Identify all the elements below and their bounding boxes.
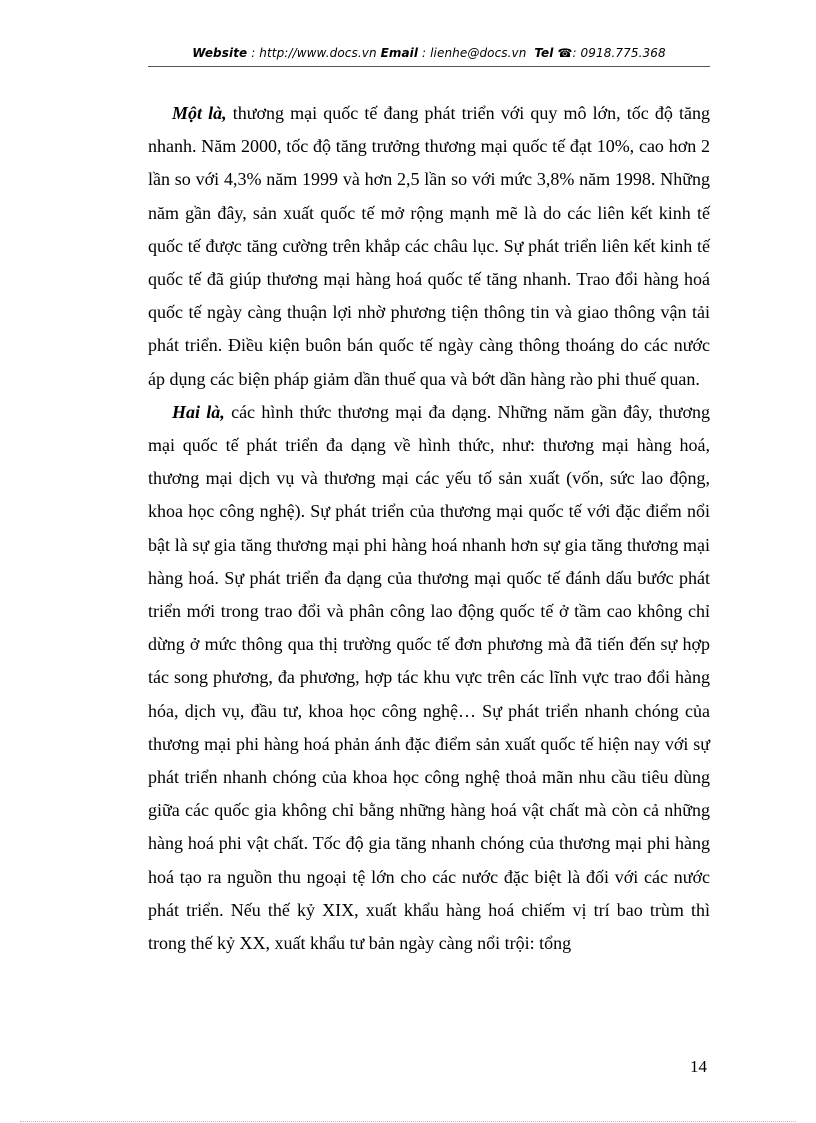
phone-icon: ☎ xyxy=(557,46,573,60)
paragraph-1-lead: Một là, xyxy=(172,103,227,123)
document-body xyxy=(148,97,710,960)
website-separator: : xyxy=(247,46,260,60)
email-separator: : xyxy=(418,46,431,60)
paragraph-1 xyxy=(148,97,710,396)
footer-divider xyxy=(20,1121,796,1122)
tel-label: Tel xyxy=(534,46,554,60)
paragraph-2-lead: Hai là, xyxy=(172,401,225,422)
header-divider xyxy=(148,66,710,67)
paragraph-1-text: thương mại quốc tế đang phát triển với quy mô lớn, tốc độ tăng nhanh. Năm 2000, tốc độ tăng trưởng thương mại quốc tế đạt 10%, cao hơn 2 lần so với 4,3% năm 1999 và hơn 2,5 lần so với mức 3,8% năm 1998. Những năm gần đây, sản xuất quốc tế mở rộng mạnh mẽ là do các liên kết kinh tế quốc tế được tăng cường trên khắp các châu lục. Sự phát triển liên kết kinh tế quốc tế đã giúp thương mại hàng hoá quốc tế tăng nhanh. Trao đổi hàng hoá quốc tế ngày càng thuận lợi nhờ phương tiện thông tin và giao thông vận tải phát triển. Điều kiện buôn bán quốc tế ngày càng thông thoáng do các nước áp dụng các biện pháp giảm dần thuế qua và bớt dần hàng rào phi thuế quan. xyxy=(148,103,710,389)
website-url-link[interactable]: http://www.docs.vn xyxy=(259,46,377,60)
paragraph-2-text: các hình thức thương mại đa dạng. Những năm gần đây, thương mại quốc tế phát triển đa dạng về hình thức, như: thương mại hàng hoá, thương mại dịch vụ và thương mại các yếu tố sản xuất (vốn, sức lao động, khoa học công nghệ). Sự phát triển của thương mại quốc tế với đặc điểm nổi bật là sự gia tăng thương mại phi hàng hoá nhanh hơn sự gia tăng thương mại hàng hoá. Sự phát triển đa dạng của thương mại quốc tế đánh dấu bước phát triển mới trong trao đổi và phân công lao động quốc tế ở tầm cao không chỉ dừng ở mức thông qua thị trường quốc tế đơn phương mà đã tiến đến sự hợp tác song phương, đa phương, hợp tác khu vực trên các lĩnh vực trao đổi hàng hóa, dịch vụ, đầu tư, khoa học công nghệ… Sự phát triển nhanh chóng của thương mại phi hàng hoá phản ánh đặc điểm sản xuất quốc tế hiện nay với sự phát triển nhanh chóng của khoa học công nghệ thoả mãn nhu cầu tiêu dùng giữa các quốc gia không chỉ bằng những hàng hoá vật chất mà còn cả những hàng hoá phi vật chất. Tốc độ gia tăng nhanh chóng của thương mại phi hàng hoá tạo ra nguồn thu ngoại tệ lớn cho các nước đặc biệt là đối với các nước phát triển. Nếu thế kỷ XIX, xuất khẩu hàng hoá chiếm vị trí bao trùm thì trong thế kỷ XX, xuất khẩu tư bản ngày càng nổi trội: tổng xyxy=(148,401,710,954)
paragraph-2 xyxy=(148,396,710,960)
page-number: 14 xyxy=(690,1057,707,1076)
email-label: Email xyxy=(380,46,419,60)
page-header xyxy=(148,46,710,60)
email-link[interactable]: lienhe@docs.vn xyxy=(430,46,527,60)
website-label: Website xyxy=(192,46,248,60)
tel-value: : 0918.775.368 xyxy=(572,46,666,60)
